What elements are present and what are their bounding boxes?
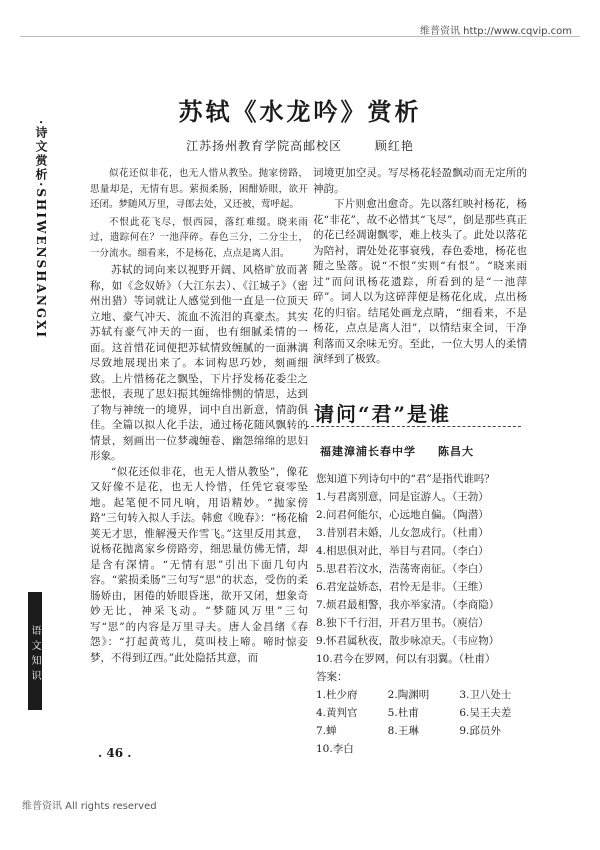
quiz-question: 4.相思俱对此，举目与君同。（李白） bbox=[316, 545, 489, 557]
answer: 10.李白 bbox=[316, 743, 354, 755]
answer: 5.杜甫 bbox=[387, 707, 419, 719]
quiz-intro: 您知道下列诗句中的“君”是指代谁吗？ bbox=[316, 473, 495, 485]
quiz-author: 陈昌大 bbox=[438, 445, 474, 458]
quiz-question: 3.昔别君未婚，儿女忽成行。（杜甫） bbox=[316, 527, 489, 539]
page-number: . 46 . bbox=[98, 746, 132, 760]
quiz-question: 9.怀君属秋夜，散步咏凉天。（韦应物） bbox=[316, 635, 500, 647]
paragraph: 下片则愈出愈奇。先以落红映衬杨花，杨花“非花”，故不必惜其“飞尽”，倒是那些真正的花已经凋谢飘零，难上枝头了。此处以落花为陪衬，谓处处花事衰残，春色委地，杨花也随之坠落。说“不恨”实则“有恨”。“晓来雨过”而问讯杨花遗踪，所看到的是“一池萍碎”。词人以为这碎萍便是杨花化成，点出杨花的归宿。结尾处画龙点睛，“细看来，不是杨花，点点是离人泪”，以情结束全词，干净利落而又余味无穷。至此，一位大男人的柔情演绎到了极致。 bbox=[313, 198, 527, 365]
right-column bbox=[313, 166, 527, 368]
left-column bbox=[90, 166, 308, 666]
column-label: ·诗文赏析·SHIWENSHANGXI bbox=[34, 120, 48, 340]
answer: 1.杜少府 bbox=[316, 689, 358, 701]
answer: 8.王琳 bbox=[387, 725, 419, 737]
poem-stanza: 不恨此花飞尽，恨西园，落红难缀。晓来雨过，遗踪何在？一池萍碎。春色三分，二分尘土，一分流水。细看来，不是杨花，点点是离人泪。 bbox=[90, 216, 308, 259]
quiz-school: 福建漳浦长春中学 bbox=[320, 445, 416, 458]
quiz-byline bbox=[320, 443, 474, 459]
divider bbox=[306, 426, 521, 427]
institution: 江苏扬州教育学院高邮校区 bbox=[186, 139, 343, 153]
header-site: 维普资讯 http://www.cqvip.com bbox=[419, 26, 572, 37]
poem-stanza: 似花还似非花，也无人惜从教坠。抛家傍路，思量却是，无情有思。萦损柔肠，困酣娇眼，欲开还闭。梦随风万里，寻郎去处，又还被，莺呼起。 bbox=[90, 168, 308, 210]
answer: 7.蝉 bbox=[316, 725, 337, 737]
byline bbox=[0, 137, 600, 154]
answer: 9.邱员外 bbox=[459, 725, 501, 737]
magazine-logo: 语文知识 bbox=[28, 592, 42, 710]
answer: 2.陶渊明 bbox=[387, 689, 430, 701]
quiz-question: 5.思君若汶水，浩荡寄南征。（李白） bbox=[316, 563, 489, 575]
footer-watermark: 维普资讯 All rights reserved bbox=[22, 801, 157, 812]
quiz-question: 8.独下千行泪，开君万里书。（庾信） bbox=[316, 617, 489, 629]
answer-row bbox=[316, 704, 531, 722]
answer: 3.卫八处士 bbox=[459, 689, 512, 701]
answer: 6.吴王夫差 bbox=[459, 707, 512, 719]
quiz-title: 请问“君”是谁 bbox=[314, 402, 452, 426]
paragraph: 词境更加空灵。写尽杨花轻盈飘动而无定所的神韵。 bbox=[313, 167, 527, 195]
quiz-question: 10.君今在罗网，何以有羽翼。（杜甫） bbox=[316, 653, 496, 665]
answer-row bbox=[316, 686, 531, 704]
header-rule bbox=[20, 36, 580, 37]
answer-label: 答案： bbox=[316, 671, 348, 683]
quiz-question: 2.问君何能尔，心远地自偏。（陶潜） bbox=[316, 509, 489, 521]
quiz-question: 7.烦君最相警，我亦举家清。（李商隐） bbox=[316, 599, 500, 611]
answer-row bbox=[316, 722, 531, 740]
paragraph: “似花还似非花，也无人惜从教坠”，像花又好像不是花，也无人怜惜，任凭它衰零坠地。起笔便不同凡响，用语精妙。“抛家傍路”三句转入拟人手法。韩愈《晚春》：“杨花榆荚无才思，惟解漫天作雪飞。”这里反用其意，说杨花抛离家乡傍路旁，细思量仿佛无情，却是含有深情。“无情有思”引出下面几句内容。“萦损柔肠”三句写“思”的状态，受伤的柔肠娇由，困倦的娇眼昏迷，欲开又闭，想象奇妙无比，神采飞动。“梦随风万里”三句写“思”的内容是万里寻夫。唐人金昌绪《春怨》：“打起黄莺儿，莫叫枝上啼。啼时惊妾梦，不得到辽西。”此处隐括其意，而 bbox=[90, 465, 308, 664]
paragraph: 苏轼的词向来以视野开阔、风格旷放而著称，如《念奴娇》（大江东去）、《江城子》（密州出猎）等词就让人感觉到他一直是一位顶天立地、豪气冲天、流血不流泪的真豪杰。其实苏轼有豪气冲天的一面，也有细腻柔情的一面。这首惜花词便把苏轼情致缠腻的一面淋漓尽致地展现出来了。本词构思巧妙，刻画细致。上片惜杨花之飘坠，下片抒发杨花委尘之悲恨，表现了思妇振其缠绵悱恻的情思，达到了物与神统一的境界，词中自出新意，情韵俱佳。全篇以拟人化手法，通过杨花随风飘转的情景，刻画出一位梦魂缠卷、幽怨绵绵的思妇形象。 bbox=[90, 264, 308, 462]
quiz-question: 6.君宠益娇态，君怜无是非。（王维） bbox=[316, 581, 489, 593]
quiz-question: 1.与君离别意，同是宦游人。（王勃） bbox=[316, 491, 489, 503]
answer-row bbox=[316, 740, 531, 758]
answer: 4.黄判官 bbox=[316, 707, 358, 719]
author: 顾红艳 bbox=[374, 139, 414, 153]
quiz-body bbox=[316, 470, 531, 758]
article-title: 苏轼《水龙吟》赏析 bbox=[178, 97, 422, 126]
